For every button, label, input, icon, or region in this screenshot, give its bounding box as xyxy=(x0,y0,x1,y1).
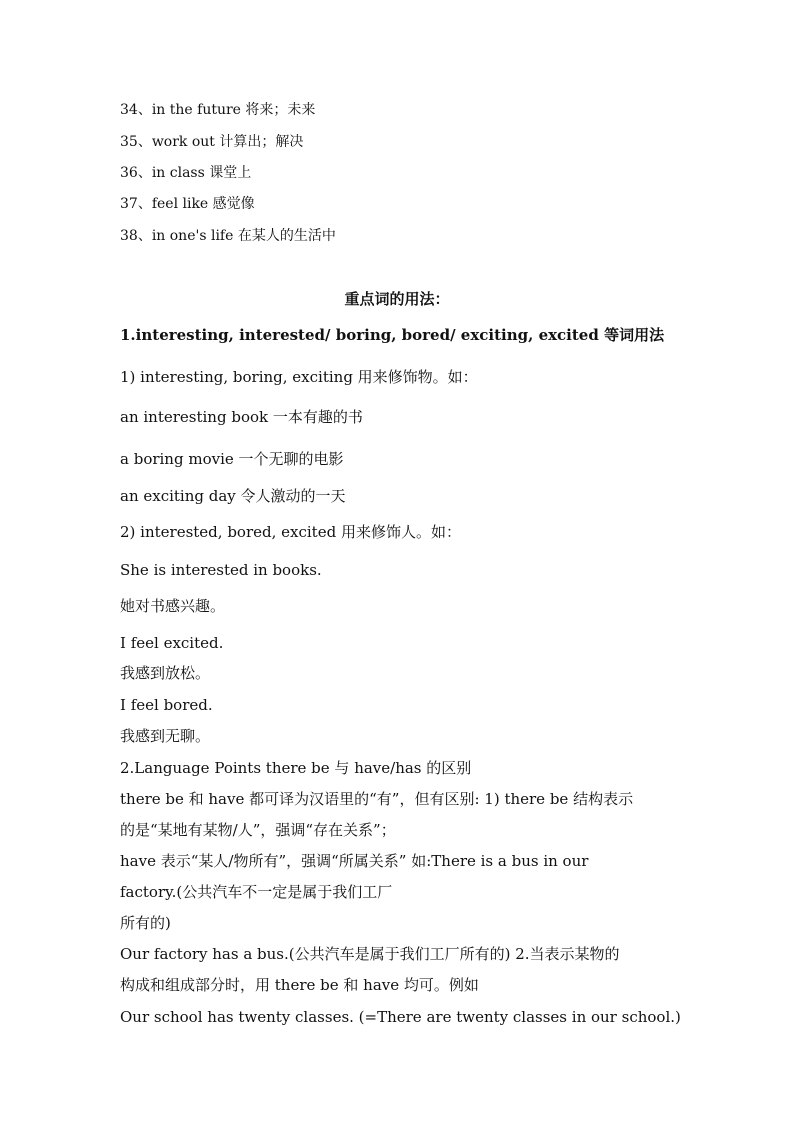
usage-rule-2: 2) interested, bored, excited 用来修饰人。如： xyxy=(120,523,461,541)
vocab-item-35: 35、work out 计算出；解决 xyxy=(120,134,304,150)
vocab-item-36: 36、in class 课堂上 xyxy=(120,165,252,181)
language-points-line-3: have 表示“某人/物所有”，强调“所属关系” 如:There is a bus in our xyxy=(120,852,589,870)
language-points-line-8: Our school has twenty classes. (=There are twenty classes in our school.) xyxy=(120,1008,681,1026)
usage-rule-1: 1) interesting, boring, exciting 用来修饰物。如： xyxy=(120,368,478,386)
language-points-line-6: Our factory has a bus.(公共汽车是属于我们工厂所有的) 2.当表示某物的 xyxy=(120,945,620,963)
language-points-line-4: factory.(公共汽车不一定是属于我们工厂 xyxy=(120,883,393,901)
example-interested-cn: 她对书感兴趣。 xyxy=(120,597,226,615)
subheading: 1.interesting, interested/ boring, bored/ exciting, excited 等词用法 xyxy=(120,326,665,344)
example-bored-en: I feel bored. xyxy=(120,696,213,714)
example-excited-en: I feel excited. xyxy=(120,634,224,652)
language-points-title: 2.Language Points there be 与 have/has 的区别 xyxy=(120,759,472,777)
vocab-item-34: 34、in the future 将来；未来 xyxy=(120,102,316,118)
language-points-line-5: 所有的) xyxy=(120,914,171,932)
example-interesting-book: an interesting book 一本有趣的书 xyxy=(120,408,363,426)
language-points-line-7: 构成和组成部分时，用 there be 和 have 均可。例如 xyxy=(120,976,479,994)
section-title: 重点词的用法： xyxy=(344,290,450,308)
vocab-item-37: 37、feel like 感觉像 xyxy=(120,196,255,212)
language-points-line-1: there be 和 have 都可译为汉语里的“有”，但有区别: 1) there be 结构表示 xyxy=(120,790,634,808)
example-boring-movie: a boring movie 一个无聊的电影 xyxy=(120,450,344,468)
example-interested-en: She is interested in books. xyxy=(120,561,322,579)
language-points-line-2: 的是“某地有某物/人”，强调“存在关系”； xyxy=(120,821,396,839)
vocab-item-38: 38、in one's life 在某人的生活中 xyxy=(120,228,336,244)
example-bored-cn: 我感到无聊。 xyxy=(120,727,211,745)
example-exciting-day: an exciting day 令人激动的一天 xyxy=(120,487,346,505)
example-excited-cn: 我感到放松。 xyxy=(120,664,211,682)
